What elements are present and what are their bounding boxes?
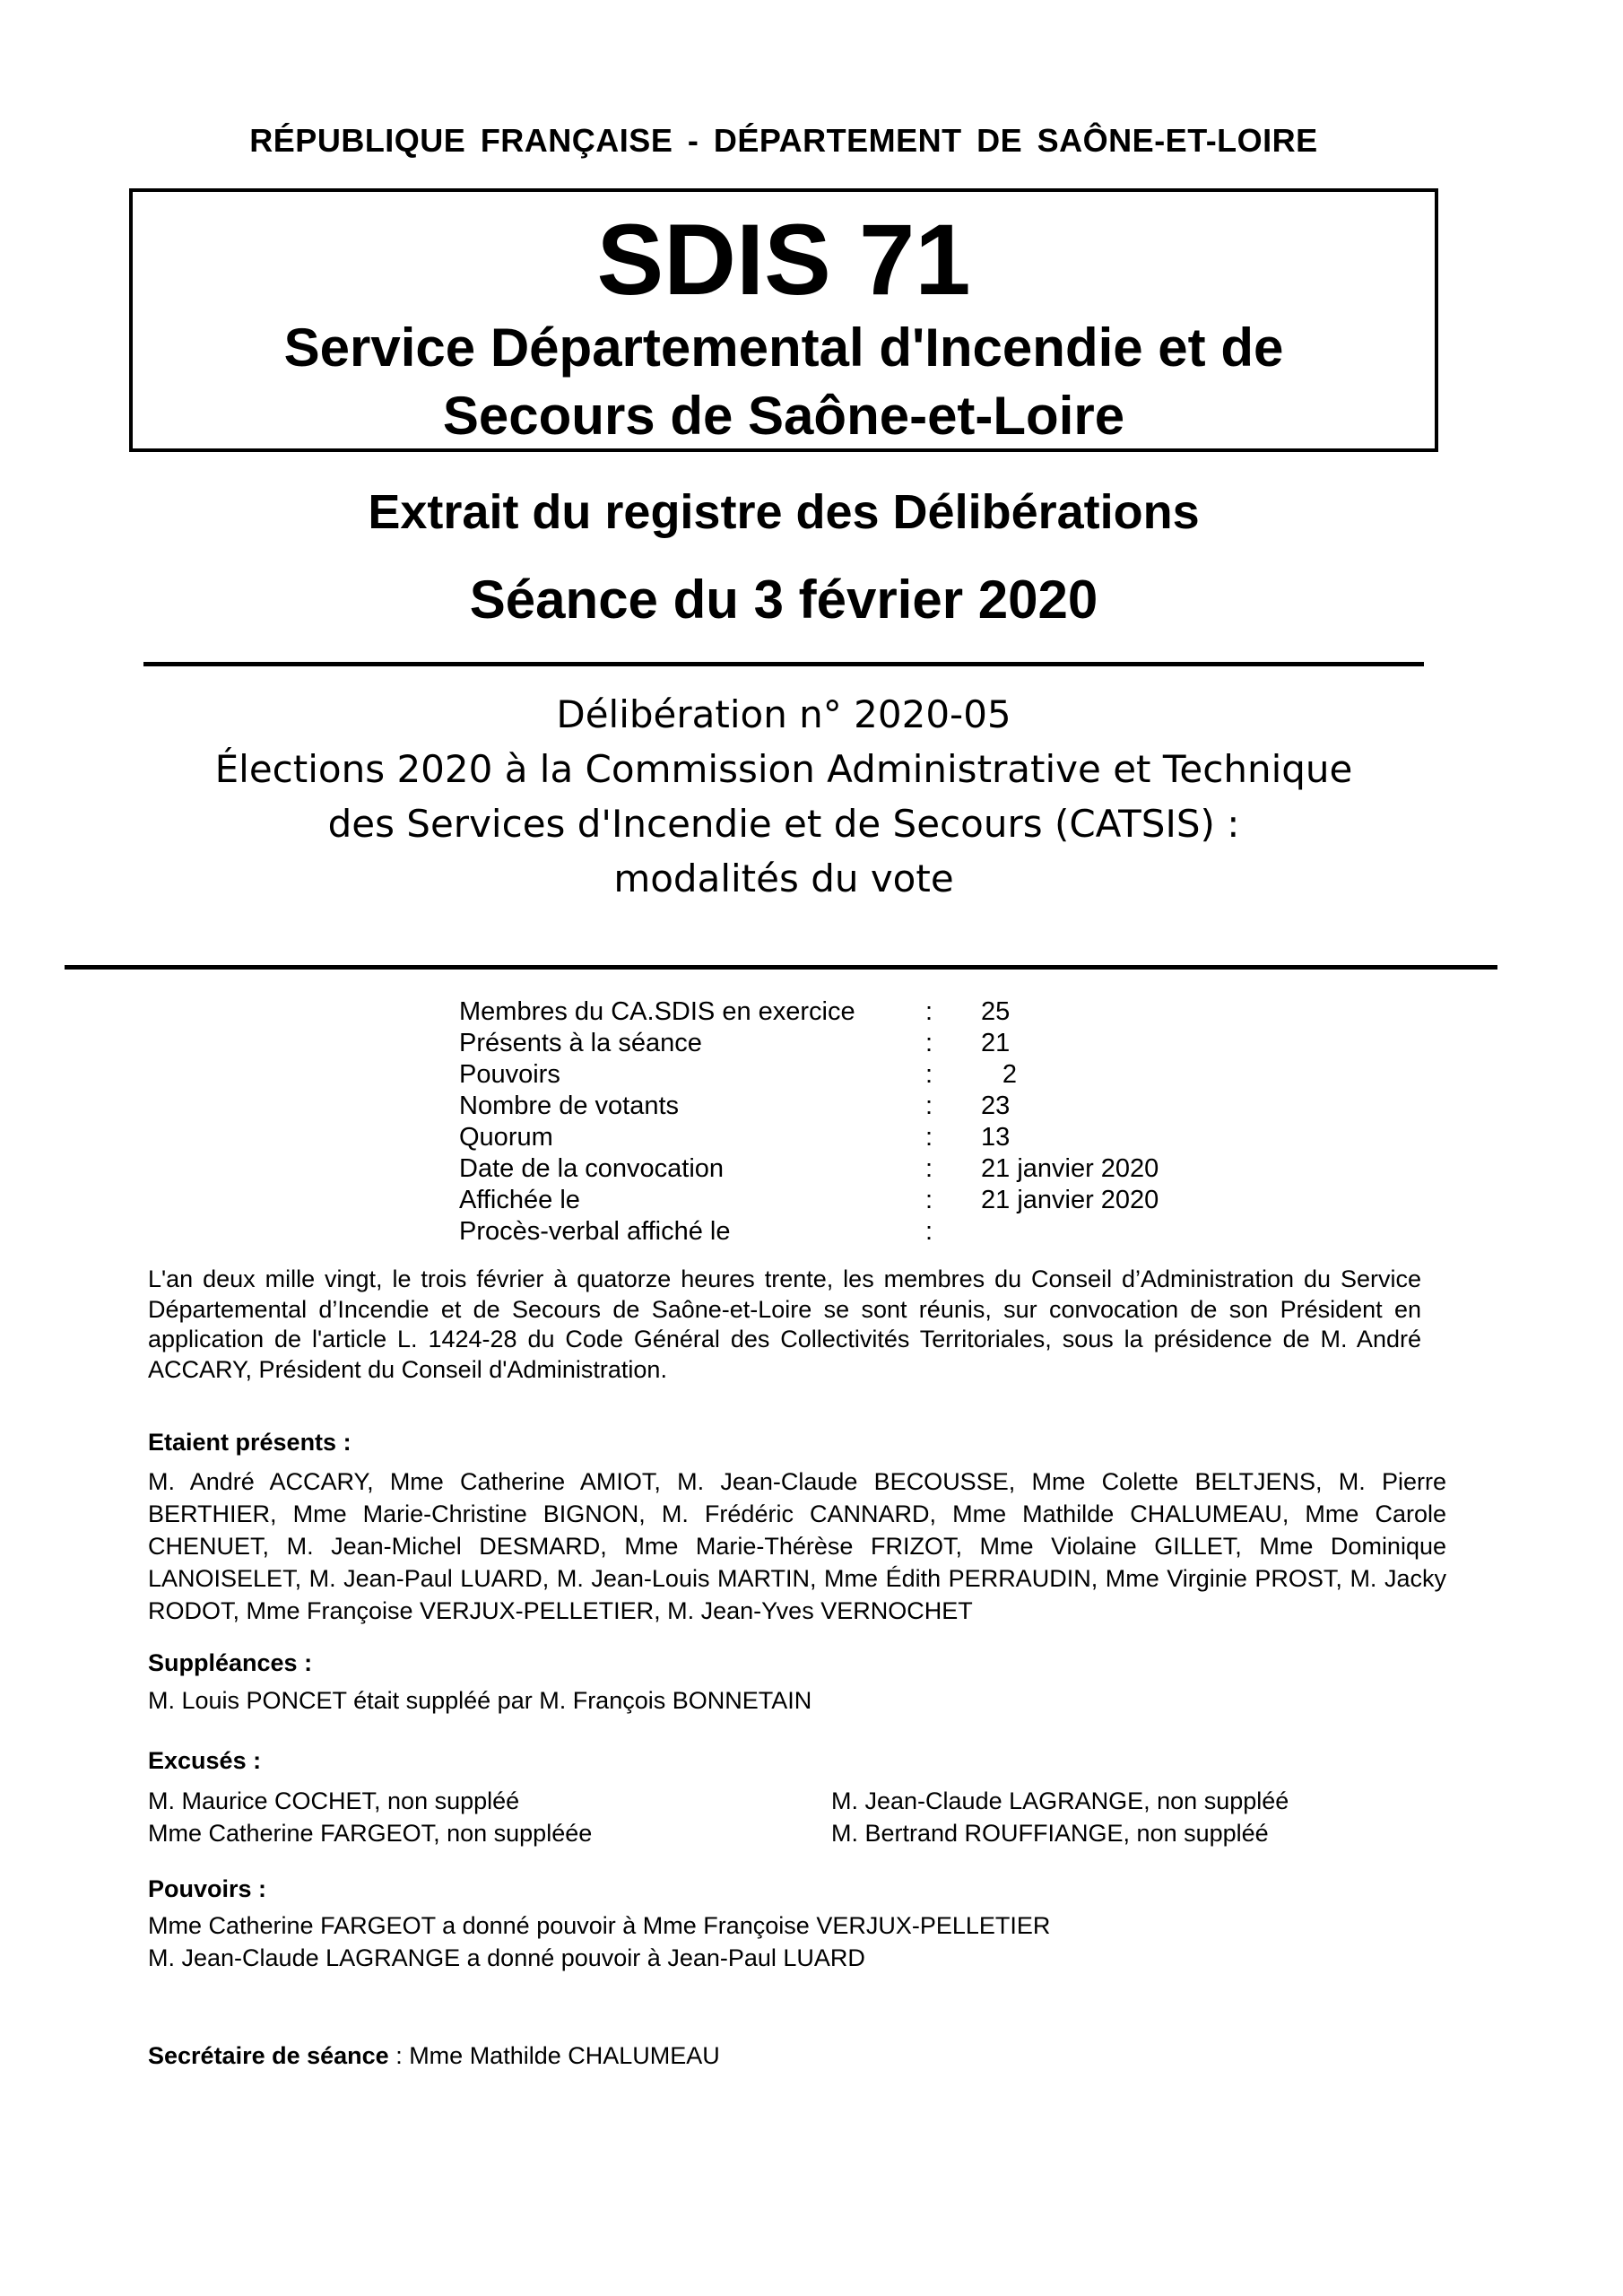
excuse-entry: M. Jean-Claude LAGRANGE, non suppléé: [831, 1787, 1289, 1814]
stat-value: 2: [1002, 1060, 1017, 1089]
stat-colon: :: [925, 997, 933, 1026]
seance-date: Séance du 3 février 2020: [469, 570, 1098, 630]
deliberation-number: Délibération n° 2020-05: [556, 692, 1011, 736]
stat-row: [459, 1153, 1214, 1185]
stat-colon: :: [925, 1154, 933, 1183]
excuse-entry: M. Bertrand ROUFFIANGE, non suppléé: [831, 1820, 1269, 1847]
stats-table: [459, 996, 1214, 1248]
secretaire-label: Secrétaire de séance: [148, 2042, 389, 2069]
deliberation-title-line3: modalités du vote: [613, 857, 954, 900]
list-item: [148, 1817, 1448, 1849]
service-name-line2: Secours de Saône-et-Loire: [442, 386, 1125, 446]
suppleances-text: M. Louis PONCET était suppléé par M. François BONNETAIN: [148, 1687, 812, 1714]
stat-row: [459, 996, 1214, 1028]
stat-value: 25: [981, 997, 1011, 1026]
divider-bottom: [65, 965, 1497, 970]
stat-row: [459, 1091, 1214, 1122]
title-box: [129, 188, 1438, 452]
stat-colon: :: [925, 1091, 933, 1120]
excuse-entry: M. Maurice COCHET, non suppléé: [148, 1787, 520, 1814]
presents-list: M. André ACCARY, Mme Catherine AMIOT, M. Jean-Claude BECOUSSE, Mme Colette BELTJENS, M. Pierre BERTHIER, Mme Marie-Christine BIGNON, M. Frédéric CANNARD, Mme Mathilde CHALUMEAU, Mme Carole CHENUET, M. Jean-Michel DESMARD, Mme Marie-Thérèse FRIZOT, Mme Violaine GILLET, Mme Dominique LANOISELET, M. Jean-Paul LUARD, M. Jean-Louis MARTIN, Mme Édith PERRAUDIN, Mme Virginie PROST, M. Jacky RODOT, Mme Françoise VERJUX-PELLETIER, M. Jean-Yves VERNOCHET: [148, 1468, 1446, 1624]
stat-value: 13: [981, 1123, 1011, 1152]
stat-colon: :: [925, 1217, 933, 1246]
stat-label: Membres du CA.SDIS en exercice: [459, 997, 855, 1026]
stat-colon: :: [925, 1060, 933, 1089]
stat-row: [459, 1216, 1214, 1248]
stat-value: 21: [981, 1029, 1011, 1057]
stat-row: [459, 1122, 1214, 1153]
service-name-line1: Service Départemental d'Incendie et de: [283, 317, 1284, 378]
extrait-heading: Extrait du registre des Délibérations: [368, 485, 1200, 539]
stat-colon: :: [925, 1029, 933, 1057]
stat-value: 23: [981, 1091, 1011, 1120]
intro-paragraph: L'an deux mille vingt, le trois février à quatorze heures trente, les membres du Conseil d’Administration du Service Départemental d’Incendie et de Secours de Saône-et-Loire se sont réunis, sur convocation de son Président en application de l'article L. 1424-28 du Code Général des Collectivités Territoriales, sous la présidence de M. André ACCARY, Président du Conseil d'Administration.: [148, 1265, 1421, 1383]
stat-label: Procès-verbal affiché le: [459, 1217, 731, 1246]
stat-value: [981, 1216, 1214, 1248]
deliberation-title-line1: Élections 2020 à la Commission Administrative et Technique: [214, 747, 1353, 791]
stat-label: Nombre de votants: [459, 1091, 680, 1120]
pouvoir-entry: Mme Catherine FARGEOT a donné pouvoir à Mme Françoise VERJUX-PELLETIER: [148, 1912, 1051, 1939]
presents-heading: Etaient présents :: [148, 1429, 352, 1456]
stat-label: Présents à la séance: [459, 1029, 702, 1057]
excuses-heading: Excusés :: [148, 1747, 262, 1774]
excuses-list: [148, 1785, 1448, 1849]
stat-row: [459, 1059, 1214, 1091]
suppleances-heading: Suppléances :: [148, 1649, 313, 1676]
divider-top: [143, 662, 1424, 666]
deliberation-block: [0, 687, 1567, 906]
stat-label: Pouvoirs: [459, 1060, 560, 1089]
stat-value: 21 janvier 2020: [981, 1186, 1159, 1214]
stat-label: Date de la convocation: [459, 1154, 725, 1183]
stat-label: Affichée le: [459, 1186, 580, 1214]
pouvoirs-list: [148, 1909, 1050, 1974]
list-item: [148, 1785, 1448, 1817]
deliberation-title-line2: des Services d'Incendie et de Secours (CATSIS) :: [327, 802, 1240, 846]
stat-row: [459, 1185, 1214, 1216]
secretaire-value: : Mme Mathilde CHALUMEAU: [388, 2042, 720, 2069]
stat-row: [459, 1028, 1214, 1059]
pouvoirs-heading: Pouvoirs :: [148, 1875, 267, 1902]
stat-colon: :: [925, 1123, 933, 1152]
pouvoir-entry: M. Jean-Claude LAGRANGE a donné pouvoir à Jean-Paul LUARD: [148, 1944, 865, 1971]
sdis-title: SDIS 71: [596, 204, 971, 316]
excuse-entry: Mme Catherine FARGEOT, non suppléée: [148, 1820, 593, 1847]
stat-value: 21 janvier 2020: [981, 1154, 1159, 1183]
secretaire-line: [148, 2042, 720, 2070]
stat-colon: :: [925, 1186, 933, 1214]
stat-label: Quorum: [459, 1123, 553, 1152]
republic-header: RÉPUBLIQUE FRANÇAISE - DÉPARTEMENT DE SAÔNE-ET-LOIRE: [249, 122, 1318, 159]
